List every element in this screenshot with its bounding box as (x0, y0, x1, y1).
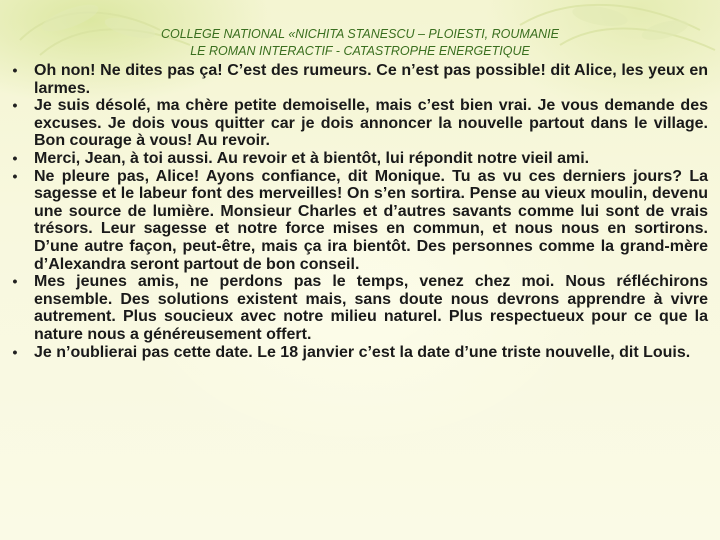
bullet-icon: • (12, 167, 18, 184)
paragraph-text: Mes jeunes amis, ne perdons pas le temps, venez chez moi. Nous réfléchirons ensemble. Des solutions existent mais, sans doute nous devrons apprendre à vivre autrement. Plus soucieux avec notre milieu naturel. Plus respectueux pour ce que la nature nous a généreusement offert. (34, 273, 708, 343)
dialogue-paragraph-2 (8, 97, 708, 150)
dialogue-paragraph-3 (8, 150, 708, 168)
header (0, 26, 720, 60)
paragraph-text: Merci, Jean, à toi aussi. Au revoir et à bientôt, lui répondit notre vieil ami. (34, 149, 590, 167)
dialogue-paragraph-4 (8, 168, 708, 274)
bullet-icon: • (12, 62, 18, 78)
dialogue-paragraph-5 (8, 273, 708, 343)
paragraph-text: Je suis désolé, ma chère petite demoiselle, mais c’est bien vrai. Je vous demande des excuses. Je dois vous quitter car je dois annoncer la nouvelle partout dans le village. Bon courage à vous! Au revoir. (34, 97, 708, 150)
paragraph-text: Oh non! Ne dites pas ça! C’est des rumeurs. Ce n’est pas possible! dit Alice, les yeux en larmes. (34, 62, 708, 97)
bullet-icon: • (12, 343, 18, 360)
header-project-title: LE ROMAN INTERACTIF - CATASTROPHE ENERGETIQUE (190, 44, 530, 58)
dialogue-paragraph-6 (8, 344, 708, 362)
header-school-title: COLLEGE NATIONAL «NICHITA STANESCU – PLOIESTI, ROUMANIE (160, 27, 559, 41)
dialogue-bullet-list (8, 62, 708, 361)
bullet-icon: • (12, 273, 18, 290)
dialogue-paragraph-1 (8, 62, 708, 97)
paragraph-text: Ne pleure pas, Alice! Ayons confiance, dit Monique. Tu as vu ces derniers jours? La sagesse et le labeur font des merveilles! On s’en sortira. Pense au vieux moulin, devenu une source de lumière. Monsieur Charles et d’autres savants comme lui sont de vrais trésors. Leur sagesse et notre force mises en commun, et nous nous en sortirons. D’une autre façon, peut-être, mais ça ira bientôt. Des personnes comme la grand-mère d’Alexandra seront partout de bon conseil. (34, 167, 708, 273)
bullet-icon: • (12, 97, 18, 114)
bullet-icon: • (12, 149, 18, 166)
paragraph-text: Je n’oublierai pas cette date. Le 18 janvier c’est la date d’une triste nouvelle, dit Louis. (34, 343, 691, 361)
